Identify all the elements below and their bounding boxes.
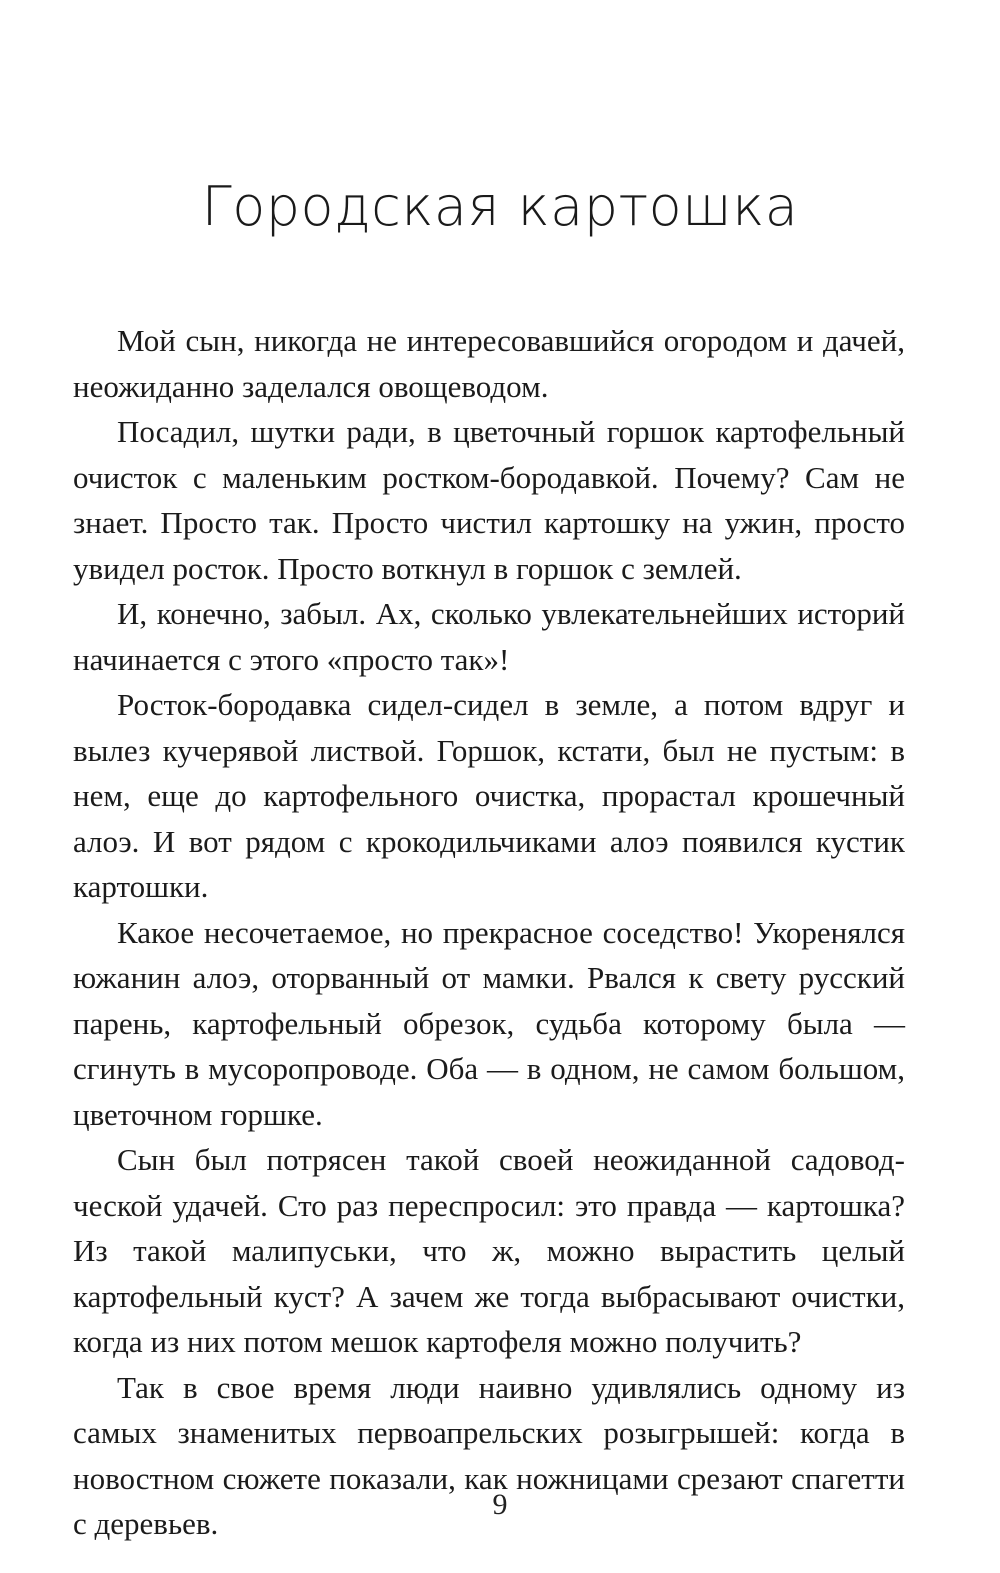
paragraph-3: И, конечно, забыл. Ах, сколько увлекательнейших историй начинается с этого «просто так»! bbox=[73, 596, 905, 677]
paragraph-6: Сын был потрясен такой своей неожиданной садоводческой удачей. Сто раз переспросил: это правда — картошка? Из такой малипуськи, что ж, можно вырастить целый картофельный куст? А зачем же тогда выбрасывают очистки, когда из них потом мешок картофеля можно получить? bbox=[73, 1142, 905, 1359]
body-text bbox=[73, 318, 905, 1547]
paragraph-7: Так в свое время люди наивно удивлялись одному из самых знаменитых первоапрельских розыгрышей: когда в новостном сюжете показали, как ножницами срезают спагетти с деревьев. bbox=[73, 1369, 905, 1541]
chapter-title: Городская картошка bbox=[201, 175, 799, 238]
paragraph-1: Мой сын, никогда не интересовавшийся огородом и дачей, неожиданно заделался овощеводом. bbox=[73, 323, 905, 404]
paragraph-2: Посадил, шутки ради, в цветочный горшок картофельный очисток с маленьким ростком-бородавкой. Почему? Сам не знает. Просто так. Просто чистил картошку на ужин, просто увидел росток. Просто воткнул в горшок с землей. bbox=[73, 414, 905, 586]
paragraph-4: Росток-бородавка сидел-сидел в земле, а потом вдруг и вылез кучерявой листвой. Горшок, кстати, был не пустым: в нем, еще до картофельного очистка, прорастал крошечный алоэ. И вот рядом с крокодильчиками алоэ появился кустик картошки. bbox=[73, 687, 905, 904]
paragraph-5: Какое несочетаемое, но прекрасное соседство! Укоренялся южанин алоэ, оторванный от мамки. Рвался к свету русский парень, картофельный обрезок, судьба которому была — сгинуть в мусоропроводе. Оба — в одном, не самом большом, цветочном горшке. bbox=[73, 914, 905, 1132]
page-number: 9 bbox=[492, 1488, 508, 1521]
